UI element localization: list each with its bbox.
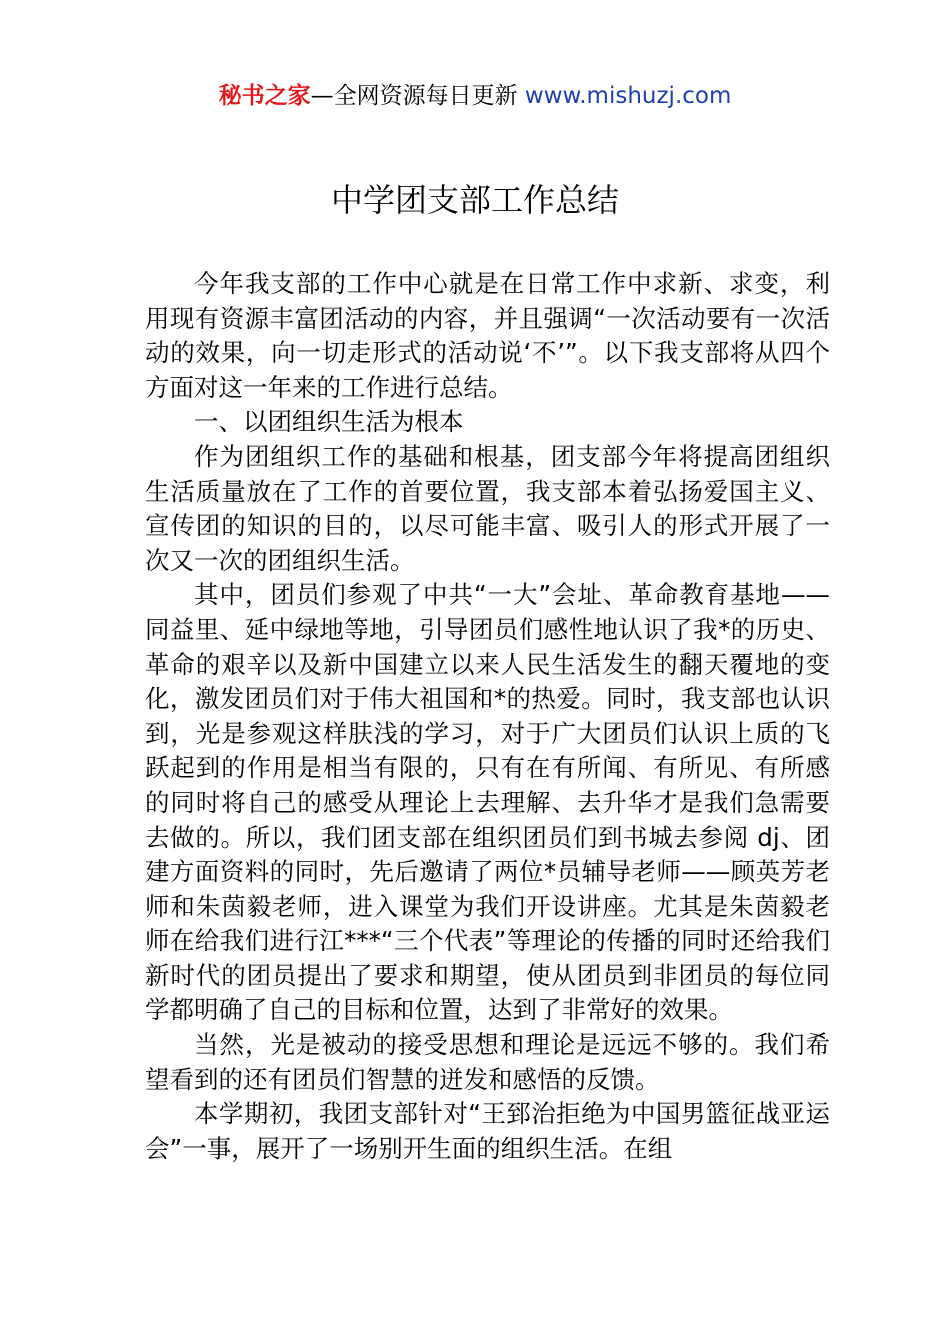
paragraph-feedback: 当然，光是被动的接受思想和理论是远远不够的。我们希望看到的还有团员们智慧的迸发和感悟的反馈。 (145, 1030, 830, 1094)
paragraph-semester: 本学期初，我团支部针对“王郅治拒绝为中国男篮征战亚运会”一事，展开了一场别开生面的组织生活。在组 (145, 1099, 830, 1163)
paragraph-visits: 其中，团员们参观了中共“一大”会址、革命教育基地——同益里、延中绿地等地，引导团员们感性地认识了我*的历史、革命的艰辛以及新中国建立以来人民生活发生的翻天覆地的变化，激发团员们对于伟大祖国和*的热爱。同时，我支部也认识到，光是参观这样肤浅的学习，对于广大团员们认识上质的飞跃起到的作用是相当有限的，只有在有所闻、有所见、有所感的同时将自己的感受从理论上去理解、去升华才是我们急需要去做的。所以，我们团支部在组织团员们到书城去参阅 dj、团建方面资料的同时，先后邀请了两位*员辅导老师——顾英芳老师和朱茵毅老师，进入课堂为我们开设讲座。尤其是朱茵毅老师在给我们进行江***“三个代表”等理论的传播的同时还给我们新时代的团员提出了要求和期望，使从团员到非团员的每位同学都明确了自己的目标和位置，达到了非常好的效果。 (145, 580, 830, 1025)
site-header (0, 80, 950, 112)
document-body (145, 267, 830, 1166)
site-brand: 秘书之家 (218, 83, 311, 109)
section-heading-1: 一、以团组织生活为根本 (194, 407, 464, 437)
document-title: 中学团支部工作总结 (330, 181, 619, 219)
site-tagline: —全网资源每日更新 (310, 83, 525, 109)
paragraph-foundation: 作为团组织工作的基础和根基，团支部今年将提高团组织生活质量放在了工作的首要位置，我支部本着弘扬爱国主义、宣传团的知识的目的，以尽可能丰富、吸引人的形式开展了一次又一次的团组织生活。 (145, 441, 830, 575)
site-url-link[interactable]: www.mishuzj.com (524, 83, 732, 109)
paragraph-intro: 今年我支部的工作中心就是在日常工作中求新、求变，利用现有资源丰富团活动的内容，并且强调“一次活动要有一次活动的效果，向一切走形式的活动说‘不’”。以下我支部将从四个方面对这一年来的工作进行总结。 (145, 269, 830, 402)
